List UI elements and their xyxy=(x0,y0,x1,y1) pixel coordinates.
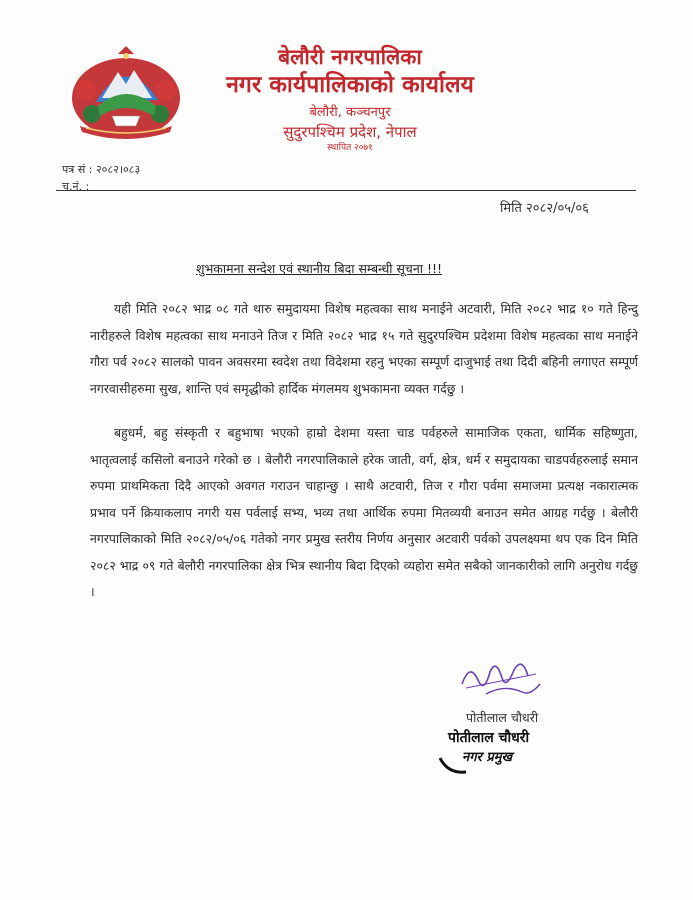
signature-scribble-icon xyxy=(456,654,546,702)
stamp-swoosh-icon xyxy=(438,754,468,776)
signatory-name: पोतीलाल चौधरी xyxy=(466,710,539,725)
office-name: नगर कार्यपालिकाको कार्यालय xyxy=(226,72,474,98)
nepal-emblem-icon xyxy=(66,42,186,142)
letter-body xyxy=(90,296,638,624)
body-paragraph: बहुधर्म, बहु संस्कृती र बहुभाषा भएको हाम्रो देशमा यस्ता चाड पर्वहरुले सामाजिक एकता, धार्मिक सहिष्णुता, भातृत्वलाई कसिलो बनाउने गरेको छ । बेलौरी नगरपालिकाले हरेक जाती, वर्ग, क्षेत्र, धर्म र समुदायका चाडपर्वहरुलाई समान रुपमा प्राथमिकता दिदै आएको अवगत गराउन चाहान्छु । साथै अटवारी, तिज र गौरा पर्वमा समाजमा प्रत्यक्ष नकारात्मक प्रभाव पर्ने क्रियाकलाप नगरी यस पर्वलाई सभ्य, भव्य तथा आर्थिक रुपमा मितव्ययी बनाउन समेत आग्रह गर्दछु । बेलौरी नगरपालिकाको मिति २०८२/०५/०६ गतेको नगर प्रमुख स्तरीय निर्णय अनुसार अटवारी पर्वको उपलक्ष्यमा थप एक दिन मिति २०८२ भाद्र ०९ गते बेलौरी नगरपालिका क्षेत्र भित्र स्थानीय बिदा दिएको व्यहोरा समेत सबैको जानकारीको लागि अनुरोध गर्दछु । xyxy=(90,425,638,599)
dispatch-number: च.नं. : xyxy=(62,180,90,193)
municipality-name: बेलौरी नगरपालिका xyxy=(278,45,422,69)
established-year: स्थापित २०७१ xyxy=(327,143,373,153)
header-divider xyxy=(56,190,636,191)
stamp-name: पोतीलाल चौधरी xyxy=(448,730,530,746)
office-address: बेलौरी, कञ्चनपुर xyxy=(309,105,391,120)
province-name: सुदुरपश्चिम प्रदेश, नेपाल xyxy=(283,123,417,141)
stamp-title: नगर प्रमुख xyxy=(462,750,513,765)
reference-number: पत्र सं : २०८२।०८३ xyxy=(62,163,141,176)
official-stamp xyxy=(448,728,588,768)
letter-date: मिति २०८२/०५/०६ xyxy=(500,201,589,216)
subject-line: शुभकामना सन्देश एवं स्थानीय बिदा सम्बन्धी सूचना !!! xyxy=(196,261,443,276)
body-paragraph: यही मिति २०८२ भाद्र ०८ गते थारु समुदायमा विशेष महत्वका साथ मनाईने अटवारी, मिति २०८२ भाद्र १० गते हिन्दु नारीहरुले विशेष महत्वका साथ मनाउने तिज र मिति २०८२ भाद्र १५ गते सुदुरपश्चिम प्रदेशमा विशेष महत्वका साथ मनाईने गौरा पर्व २०८२ सालको पावन अवसरमा स्वदेश तथा विदेशमा रहनु भएका सम्पूर्ण दाजुभाई तथा दिदी बहिनी लगाएत सम्पूर्ण नगरवासीहरुमा सुख, शान्ति एवं समृद्धीको हार्दिक मंगलमय शुभकामना व्यक्त गर्दछु । xyxy=(90,301,638,396)
letterhead xyxy=(190,44,510,154)
